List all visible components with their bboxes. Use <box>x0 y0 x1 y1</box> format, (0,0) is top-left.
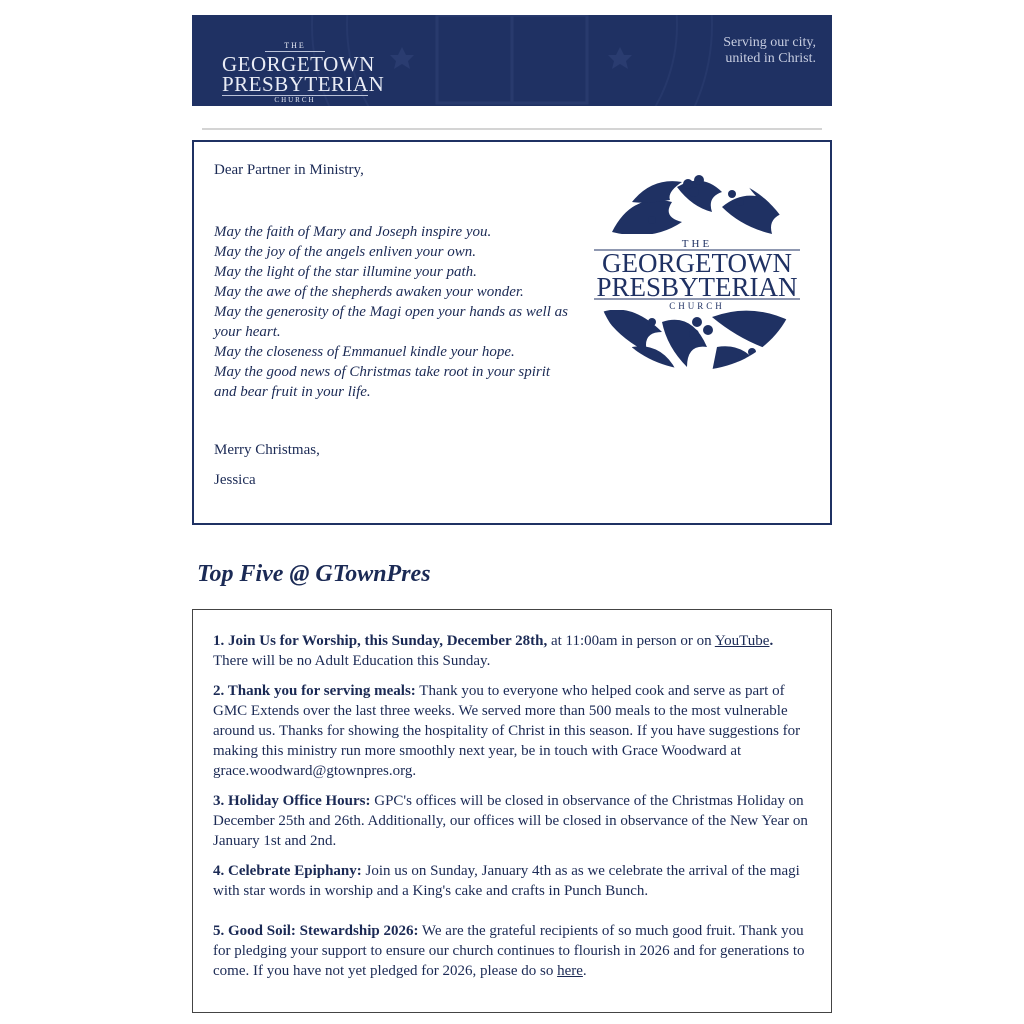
newsletter <box>192 15 832 979</box>
seal-church: CHURCH <box>669 301 725 311</box>
item-heading: 4. Celebrate Epiphany: <box>213 863 362 879</box>
top-five-title: Top Five @ GTownPres <box>197 561 431 587</box>
blessing-line: May the generosity of the Magi open your hands as well as your heart. <box>214 304 568 340</box>
letter-signature: Jessica <box>214 472 256 488</box>
blessing-line: May the joy of the angels enliven your own. <box>214 244 477 260</box>
top-five-item-1 <box>213 631 809 671</box>
item-heading: 5. Good Soil: Stewardship 2026: <box>213 923 419 939</box>
holly-seal-logo <box>592 172 802 372</box>
item-text: Thank you to everyone who helped cook and serve as part of GMC Extends over the last three weeks. We served more than 500 meals to the most vulnerable around us. Thanks for showing the hospitality of Christ in this season. If you have suggestions for making this ministry run more smoothly next year, be in touch with Grace Woodward at grace.woodward@gtownpres.org. <box>213 683 801 779</box>
header-tagline <box>723 35 816 67</box>
tagline-line2: united in Christ. <box>725 51 816 66</box>
letter-closing: Merry Christmas, <box>214 442 320 458</box>
logo-church: CHURCH <box>274 96 316 104</box>
blessing-line: May the light of the star illumine your path. <box>214 264 477 280</box>
item-text: . <box>582 963 587 979</box>
blessing-line: May the awe of the shepherds awaken your wonder. <box>214 284 524 300</box>
logo-line2: PRESBYTERIAN <box>222 72 385 96</box>
item-heading: 3. Holiday Office Hours: <box>213 793 371 809</box>
item-text: We are the grateful recipients of so much good fruit. Thank you for pledging your support to ensure our church continues to flourish in 2026 and for generations to come. If you have not yet pledged for 2026, please do so <box>213 923 805 979</box>
header-banner <box>192 15 832 106</box>
blessing-line: May the faith of Mary and Joseph inspire you. <box>214 224 492 240</box>
header-logo[interactable] <box>222 35 385 105</box>
letter-greeting: Dear Partner in Ministry, <box>214 162 364 178</box>
blessing-line: May the good news of Christmas take root in your spirit and bear fruit in your life. <box>214 364 551 400</box>
logo-line1: GEORGETOWN <box>222 52 375 76</box>
seal-the: THE <box>681 238 713 250</box>
youtube-link[interactable]: YouTube <box>714 633 770 649</box>
item-text: Join us on Sunday, January 4th as as we celebrate the arrival of the magi with star words in worship and a King's cake and crafts in Punch Bunch. <box>213 863 800 899</box>
logo-the: THE <box>265 41 325 52</box>
seal-line2: PRESBYTERIAN <box>596 272 798 302</box>
divider <box>202 128 822 130</box>
item-heading: 1. Join Us for Worship, this Sunday, December 28th, <box>213 633 548 649</box>
tagline-line1: Serving our city, <box>723 35 816 50</box>
item-heading: 2. Thank you for serving meals: <box>213 683 416 699</box>
item-text: There will be no Adult Education this Sunday. <box>213 653 491 669</box>
item-text: at 11:00am in person or on <box>547 633 715 649</box>
top-five-item-2 <box>213 681 809 781</box>
seal-line1: GEORGETOWN <box>602 248 792 278</box>
item-text: GPC's offices will be closed in observance of the Christmas Holiday on December 25th and 26th. Additionally, our offices will be closed in observance of the New Year on January 1st and 2nd. <box>213 793 808 849</box>
top-five-box <box>192 609 832 1013</box>
christmas-letter <box>192 140 832 525</box>
top-five-item-5 <box>213 921 809 981</box>
blessing-list <box>214 222 574 402</box>
top-five-item-4 <box>213 861 809 901</box>
top-five-item-3 <box>213 791 809 851</box>
pledge-here-link[interactable]: here <box>557 963 583 979</box>
item-period: . <box>769 633 774 649</box>
blessing-line: May the closeness of Emmanuel kindle your hope. <box>214 344 515 360</box>
